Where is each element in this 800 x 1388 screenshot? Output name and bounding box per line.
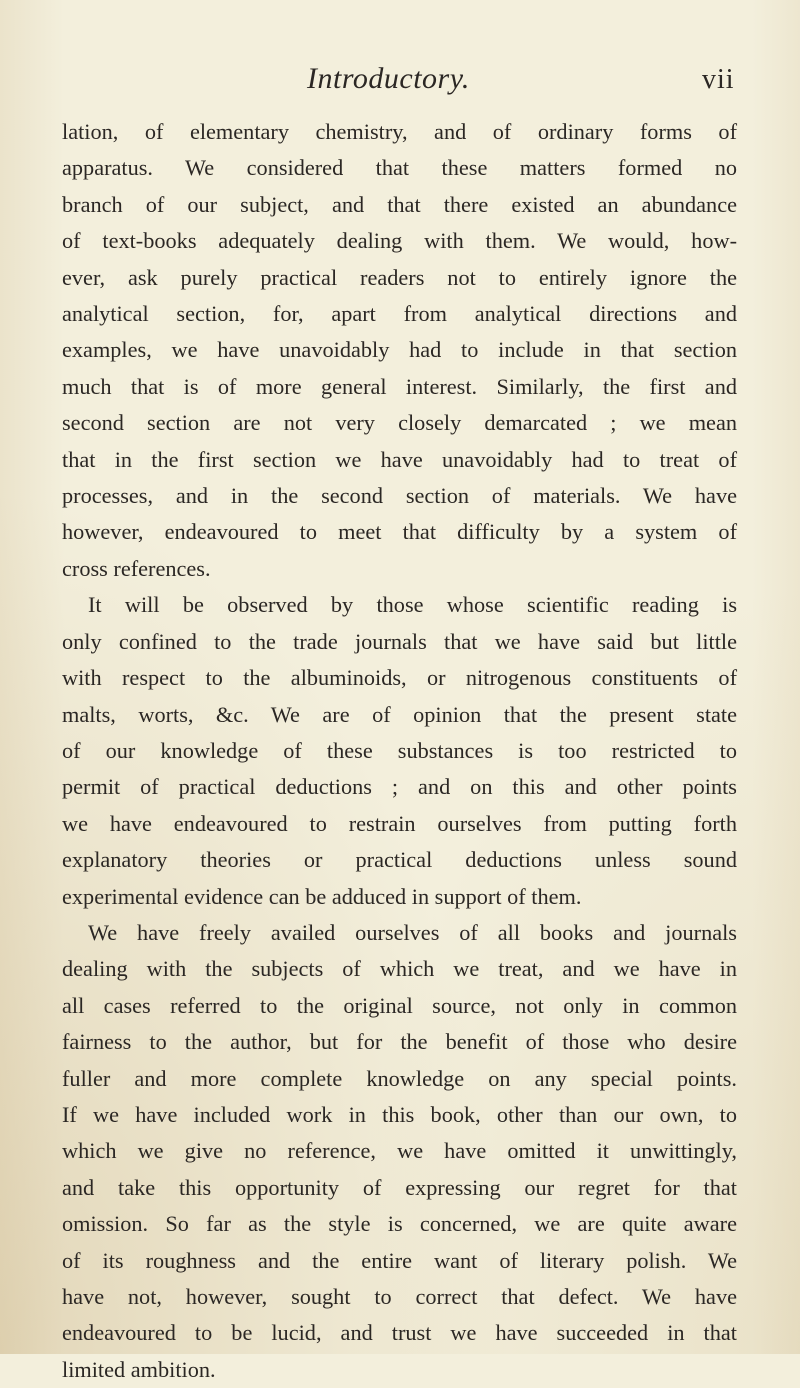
text-line-paragraph-end: cross references. (62, 555, 211, 581)
text-line: of text-books adequately dealing with them. We would, how- (62, 228, 737, 254)
text-line: malts, worts, &c. We are of opinion that the present state (62, 701, 737, 727)
text-line: which we give no reference, we have omitted it unwittingly, (62, 1138, 737, 1164)
text-line: of our knowledge of these substances is too restricted to (62, 737, 737, 763)
text-line: lation, of elementary chemistry, and of ordinary forms of (62, 119, 737, 144)
text-line-paragraph-start: It will be observed by those whose scientific reading is (88, 592, 737, 618)
text-line: apparatus. We considered that these matters formed no (62, 155, 737, 181)
text-line: of its roughness and the entire want of literary polish. We (62, 1247, 737, 1273)
text-line: and take this opportunity of expressing our regret for that (62, 1174, 737, 1200)
running-head (0, 62, 800, 102)
text-line: omission. So far as the style is concerned, we are quite aware (62, 1211, 737, 1237)
text-line: fuller and more complete knowledge on any special points. (62, 1065, 737, 1091)
text-line: processes, and in the second section of materials. We have (62, 483, 737, 509)
text-line: endeavoured to be lucid, and trust we have succeeded in that (62, 1320, 737, 1346)
text-line: with respect to the albuminoids, or nitrogenous constituents of (62, 665, 737, 691)
body-text (62, 114, 737, 1388)
text-line: analytical section, for, apart from analytical directions and (62, 301, 737, 327)
text-line: fairness to the author, but for the benefit of those who desire (62, 1029, 737, 1055)
text-line: however, endeavoured to meet that difficulty by a system of (62, 519, 737, 545)
text-line: all cases referred to the original source, not only in common (62, 992, 737, 1018)
text-line: second section are not very closely demarcated ; we mean (62, 410, 737, 436)
text-line: branch of our subject, and that there existed an abundance (62, 191, 737, 217)
text-line: that in the first section we have unavoidably had to treat of (62, 446, 737, 472)
text-line: explanatory theories or practical deductions unless sound (62, 847, 737, 873)
running-head-title: Introductory. (307, 62, 470, 95)
page-number: vii (702, 64, 735, 95)
text-line: examples, we have unavoidably had to include in that section (62, 337, 737, 363)
text-line: have not, however, sought to correct that defect. We have (62, 1284, 737, 1309)
text-line: ever, ask purely practical readers not to entirely ignore the (62, 264, 737, 290)
text-line: only confined to the trade journals that we have said but little (62, 628, 737, 654)
text-line-paragraph-start: We have freely availed ourselves of all books and journals (88, 919, 737, 945)
text-line: much that is of more general interest. Similarly, the first and (62, 373, 737, 399)
text-line: we have endeavoured to restrain ourselves from putting forth (62, 810, 737, 836)
text-line: permit of practical deductions ; and on this and other points (62, 774, 737, 800)
text-line-paragraph-end: experimental evidence can be adduced in support of them. (62, 883, 582, 909)
text-line: If we have included work in this book, other than our own, to (62, 1101, 737, 1127)
text-line-paragraph-end: limited ambition. (62, 1356, 216, 1382)
text-line: dealing with the subjects of which we treat, and we have in (62, 956, 737, 982)
